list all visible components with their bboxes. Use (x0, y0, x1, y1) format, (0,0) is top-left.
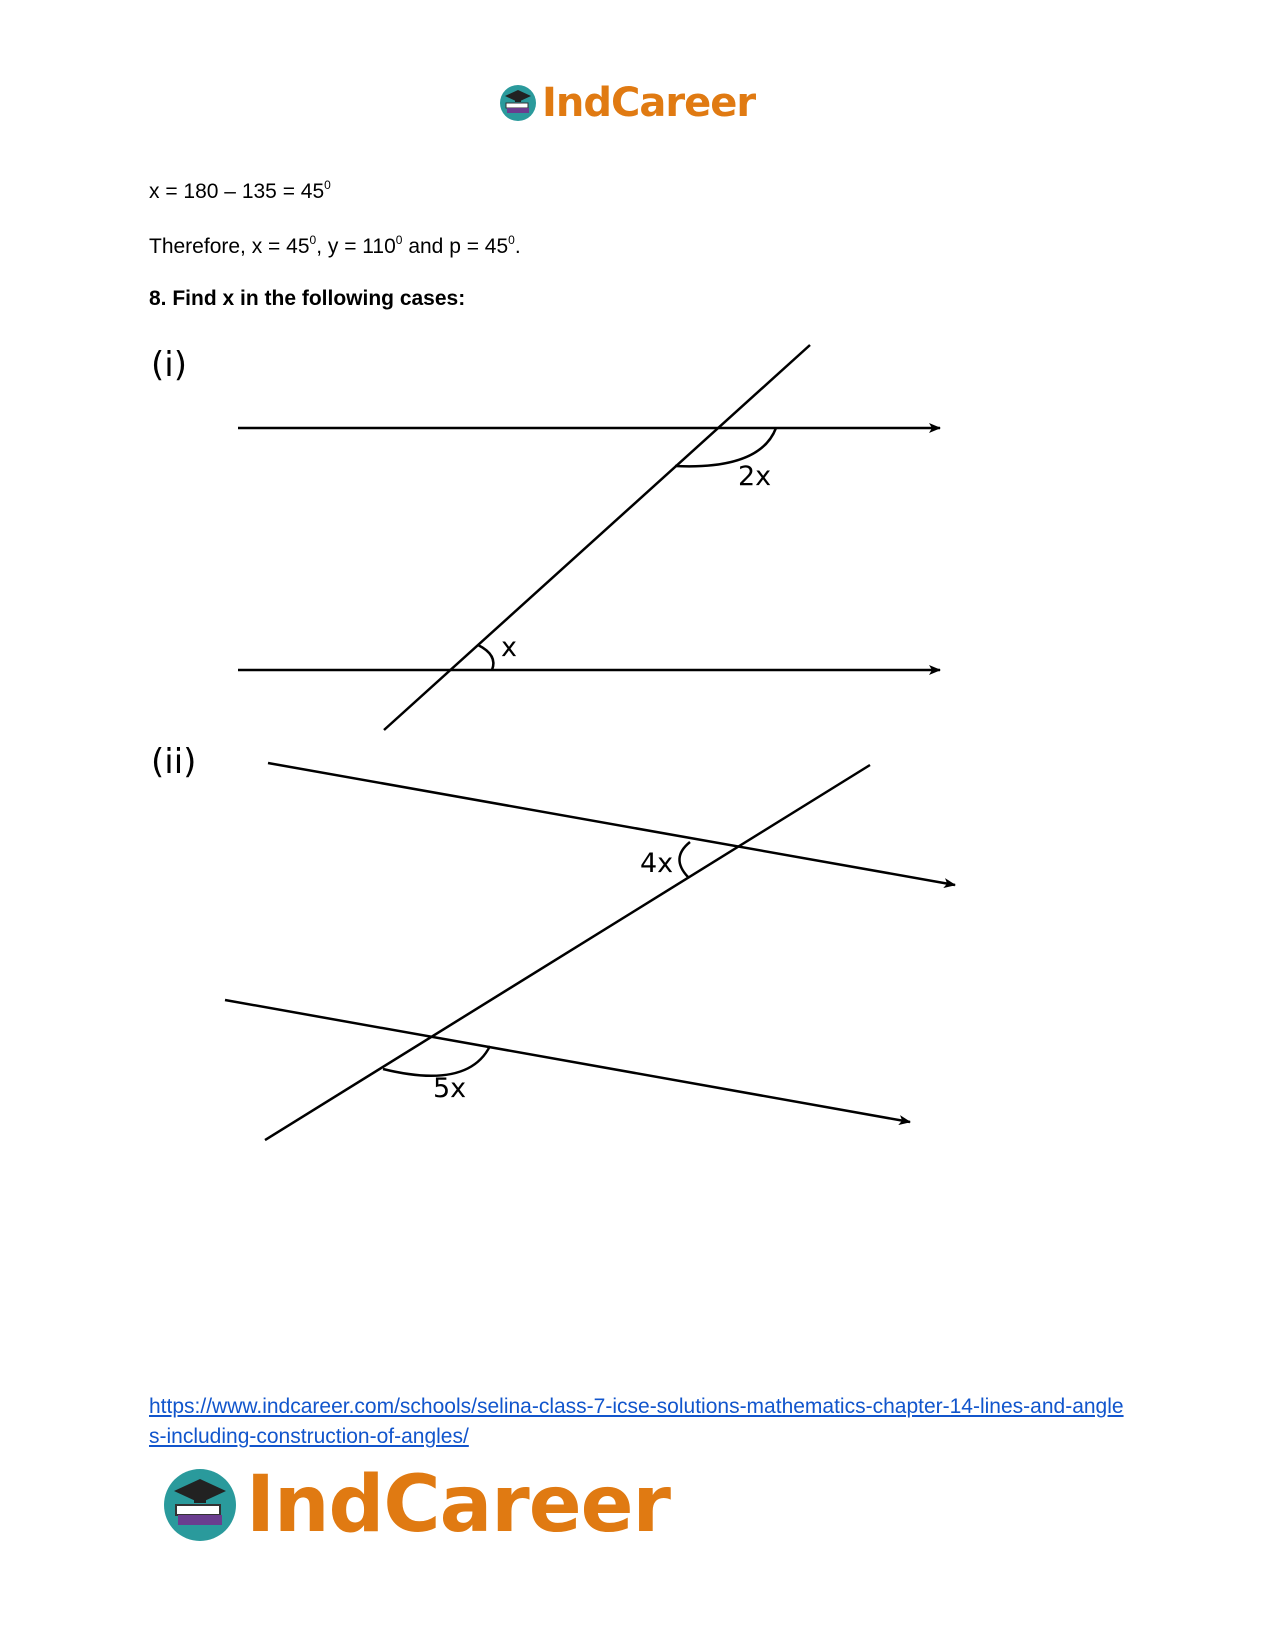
indcareer-logo-bottom (160, 1460, 670, 1550)
fig2-arc-bottom (383, 1046, 490, 1076)
conclusion-part-a: Therefore, x = 45 (149, 235, 310, 258)
conclusion-part-b: , y = 110 (316, 235, 396, 258)
fig2-parallel-line-top (268, 763, 955, 885)
angle-label-4x: 4x (640, 848, 674, 879)
equation-text: x = 180 – 135 = 45 (149, 180, 325, 203)
fig2-arc-top (679, 842, 690, 877)
conclusion-part-d: . (514, 235, 521, 258)
logo-wordmark: IndCareer (542, 80, 756, 126)
fig2-parallel-line-bottom (225, 1000, 910, 1122)
fig2-transversal (265, 765, 870, 1140)
figure-label-ii: (ii) (151, 742, 197, 782)
angle-label-2x: 2x (738, 461, 772, 492)
source-url-link[interactable]: https://www.indcareer.com/schools/selina-class-7-icse-solutions-mathematics-chapter-14-lines-and-angles-including-construction-of-angles/ (149, 1395, 1124, 1448)
graduation-books-icon (160, 1465, 240, 1545)
angle-label-x: x (501, 632, 517, 663)
figure-label-i: (i) (151, 345, 187, 385)
degree-sup: 0 (324, 178, 331, 192)
fig1-transversal (384, 345, 810, 730)
fig1-arc-bottom (478, 645, 493, 670)
degree-sup: 0 (508, 233, 515, 247)
question-heading: 8. Find x in the following cases: (149, 287, 466, 310)
angle-label-5x: 5x (433, 1073, 467, 1104)
degree-sup: 0 (395, 233, 403, 247)
conclusion-part-c: and p = 45 (402, 235, 509, 258)
logo-wordmark: IndCareer (246, 1460, 670, 1550)
degree-sup: 0 (309, 233, 317, 247)
